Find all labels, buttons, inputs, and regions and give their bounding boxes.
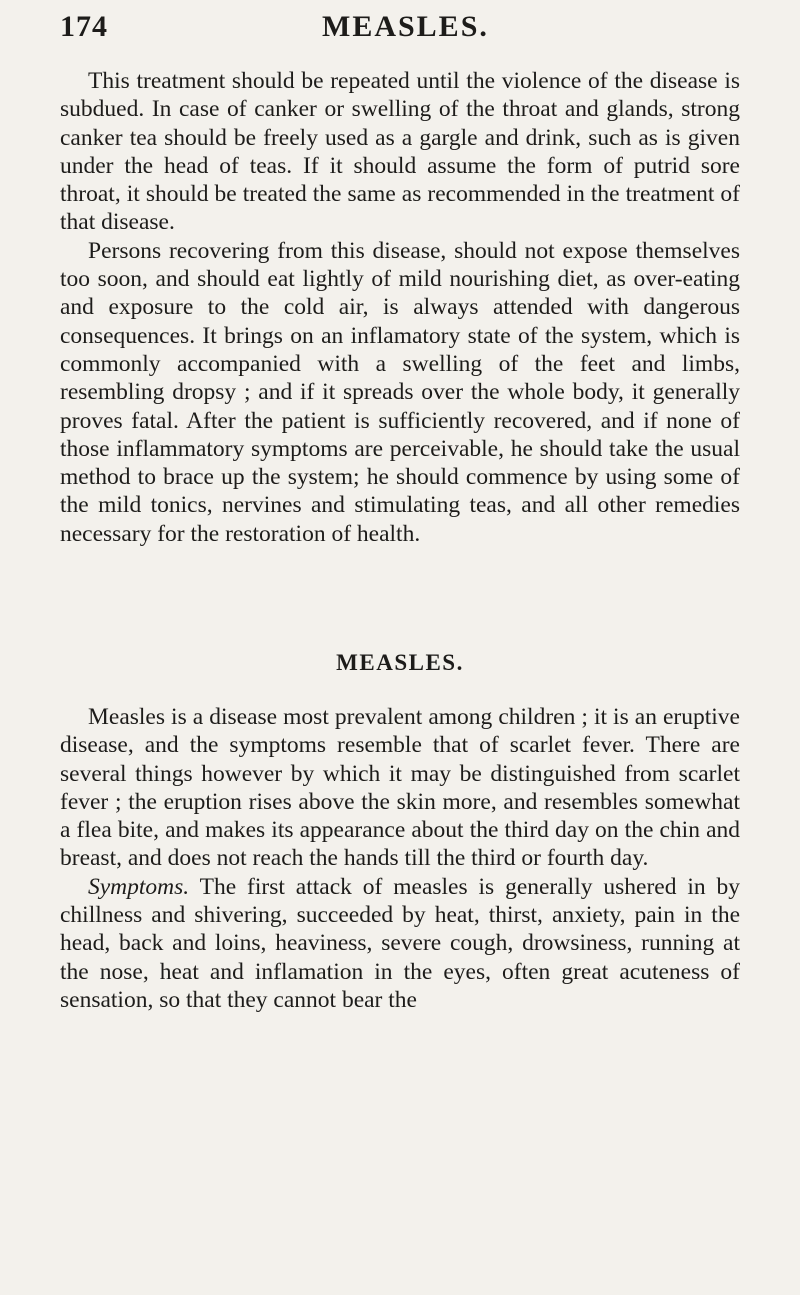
paragraph-treatment: This treatment should be repeated until the violence of the disease is subdued. In case of canker or swelling of the throat and glands, strong canker tea should be freely used as a gargle and drink, such as is given under the head of teas. If it should assume the form of putrid sore throat, it should be treated the same as recommended in the treatment of that disease. [60,68,740,236]
running-head [60,10,740,50]
paragraph-recovery: Persons recovering from this disease, should not expose themselves too soon, and should eat lightly of mild nourishing diet, as over-eating and exposure to the cold air, is always attended with dangerous consequences. It brings on an inflamatory state of the system, which is commonly accompanied with a swelling of the feet and limbs, resembling dropsy ; and if it spreads over the whole body, it generally proves fatal. After the patient is sufficiently recovered, and if none of those inflammatory symptoms are perceivable, he should take the usual method to brace up the system; he should commence by using some of the mild tonics, nervines and stimulating teas, and all other remedies necessary for the restoration of health. [60,237,740,547]
page-number: 174 [60,10,108,43]
continued-text [60,67,740,548]
measles-section-text [60,703,740,1014]
paragraph-measles-intro: Measles is a disease most prevalent among children ; it is an eruptive disease, and the symptoms resemble that of scarlet fever. There are several things however by which it may be distinguished from scarlet fever ; the eruption rises above the skin more, and resembles somewhat a flea bite, and makes its appearance about the third day on the chin and breast, and does not reach the hands till the third or fourth day. [60,704,740,872]
paragraph-symptoms [60,873,740,1014]
running-title: MEASLES. [322,10,489,43]
symptoms-text: The first attack of measles is generally ushered in by chillness and shivering, succeeded by heat, thirst, anxiety, pain in the head, back and loins, heaviness, severe cough, drowsiness, running at the nose, heat and inflamation in the eyes, often great acuteness of sensation, so that they cannot bear the [60,873,741,1013]
symptoms-label: Symptoms. [88,873,190,900]
section-heading: MEASLES. [336,650,464,675]
